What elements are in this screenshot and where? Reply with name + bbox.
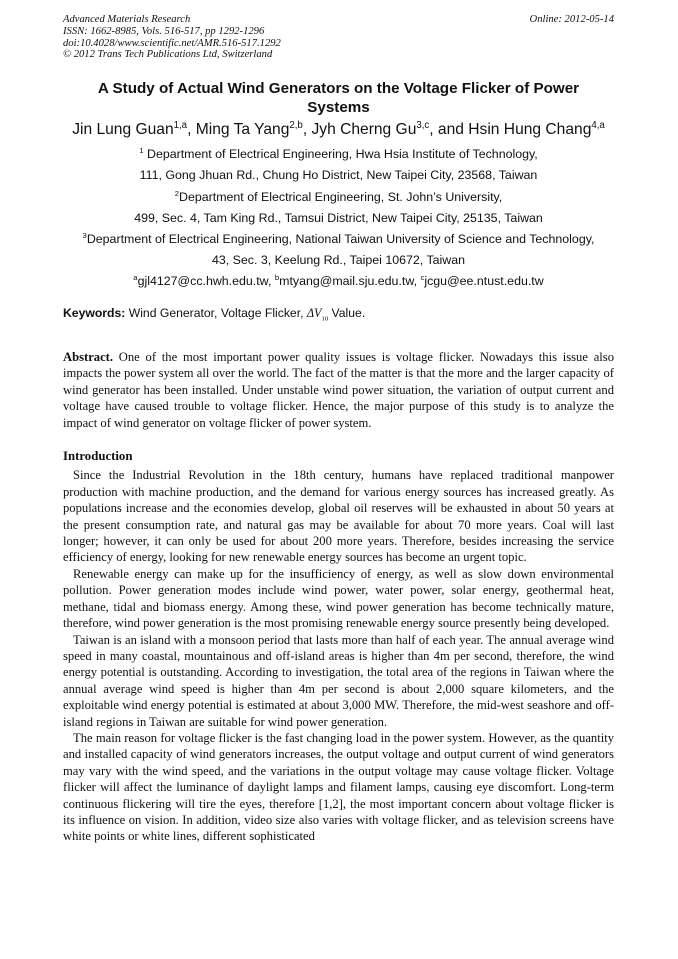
email-address[interactable]: gjl4127@cc.hwh.edu.tw, [137, 274, 275, 289]
author-affiliation-mark: 2,b [289, 120, 303, 131]
affiliation-line [63, 208, 614, 229]
author-affiliation-mark: 3,c [416, 120, 430, 131]
author-affiliation-mark: 4,a [591, 120, 605, 131]
keywords-label: Keywords: [63, 305, 126, 320]
affiliation-number: 3 [82, 230, 87, 240]
affiliation-line [63, 250, 614, 271]
abstract-label: Abstract. [63, 349, 114, 364]
affiliation-line [63, 144, 614, 165]
author-name: Jin Lung Guan [72, 121, 174, 139]
copyright-line: © 2012 Trans Tech Publications Ltd, Switzerland [63, 49, 273, 61]
keywords-tail: Value. [328, 305, 366, 320]
issn-line: ISSN: 1662-8985, Vols. 516-517, pp 1292-1296 [63, 25, 265, 37]
journal-name: Advanced Materials Research [63, 14, 191, 25]
affiliation-text: 43, Sec. 3, Keelung Rd., Taipei 10672, Taiwan [211, 253, 466, 268]
affiliation-line [63, 187, 614, 208]
email-mark: b [274, 273, 280, 283]
author-separator: , [302, 121, 312, 139]
online-date: Online: 2012-05-14 [529, 14, 614, 25]
author-separator: , [187, 121, 196, 139]
email-mark: c [420, 273, 425, 283]
abstract [63, 349, 614, 432]
intro-paragraph: The main reason for voltage flicker is the fast changing load in the power system. However, as the quantity and installed capacity of wind generators increases, the output voltage and output current of wind generators may vary with the wind speed, and the variations in the output voltage may cause voltage flicker. Voltage flicker will affect the luminance of daylight lamps and filament lamps, causing eye discomfort. Long-term continuous flickering will tire the eyes, therefore [1,2], the most important concern about voltage flicker is its influence on vision. In addition, video size also varies with voltage flicker, and as television screens have white points or white lines, different sophisticated [63, 730, 614, 844]
email-mark: a [133, 273, 138, 283]
affiliation-number: 1 [139, 146, 144, 156]
author-name: Ming Ta Yang [195, 121, 290, 139]
affiliation-text: 499, Sec. 4, Tam King Rd., Tamsui District, New Taipei City, 25135, Taiwan [134, 210, 543, 225]
keywords [63, 305, 614, 327]
affiliation-text: Department of Electrical Engineering, National Taiwan University of Science and Technology, [86, 231, 595, 246]
author-separator: , and [429, 121, 469, 139]
doi-line: doi:10.4028/www.scientific.net/AMR.516-517.1292 [63, 37, 281, 49]
delta-v-subscript: 10 [321, 314, 329, 322]
delta-v10-symbol [307, 306, 328, 320]
author-name: Jyh Cherng Gu [311, 121, 417, 139]
affiliation-text: Department of Electrical Engineering, Hwa Hsia Institute of Technology, [143, 147, 538, 162]
header-left [63, 14, 281, 61]
intro-paragraph: Taiwan is an island with a monsoon period that lasts more than half of each year. The annual average wind speed in many coastal, mountainous and off-island areas is higher than 4m per second, therefore, the wind energy potential is outstanding. According to investigation, the total area of the regions in Taiwan where the annual average wind speed is higher than 4m per second is about 2,000 square kilometers, and the exploitable wind energy potential is estimated at about 3,000 MW. Therefore, the mid-west seashore and off-island regions in Taiwan are suitable for wind power generation. [63, 632, 614, 729]
author-name: Hsin Hung Chang [468, 121, 592, 139]
email-address[interactable]: mtyang@mail.sju.edu.tw, [279, 274, 421, 289]
email-address[interactable]: jcgu@ee.ntust.edu.tw [424, 274, 544, 289]
affiliation-text: Department of Electrical Engineering, St. John’s University, [179, 189, 503, 204]
affiliation-number: 2 [174, 188, 180, 198]
journal-header [63, 14, 614, 61]
intro-paragraph: Since the Industrial Revolution in the 18th century, humans have replaced traditional manpower production with machine production, and the demand for various energy sources has increased greatly. As populations increase and the economies develop, global oil reserves will be exhausted in about 50 years at the present consumption rate, and natural gas may be available for about 70 more years. Coal will last longer; however, it can only be used for about 200 more years. Therefore, besides increasing the service efficiency of energy, looking for new renewable energy sources has become an urgent topic. [63, 468, 614, 565]
paper-title: A Study of Actual Wind Generators on the Voltage Flicker of Power Systems [97, 80, 580, 116]
author-list [63, 120, 614, 140]
affiliations [63, 144, 614, 292]
affiliation-line [63, 229, 614, 250]
author-affiliation-mark: 1,a [173, 120, 188, 131]
keywords-text: Wind Generator, Voltage Flicker, [125, 305, 307, 320]
intro-paragraph: Renewable energy can make up for the insufficiency of energy, as well as slow down environmental pollution. Power generation modes include wind power, water power, solar energy, geothermal heat, methane, tidal and biomass energy. Among these, wind power generation has become technically mature, therefore, wind power generation is the most promising renewable energy source presently being developed. [63, 566, 614, 631]
section-heading-introduction: Introduction [63, 449, 133, 464]
affiliation-text: 111, Gong Jhuan Rd., Chung Ho District, New Taipei City, 23568, Taiwan [139, 168, 538, 183]
abstract-text: One of the most important power quality issues is voltage flicker. Nowadays this issue also impacts the power system all over the world. The fact of the matter is that the more and the larger capacity of wind generator has been installed. Under unstable wind power situation, the variation of output current and voltage have caused trouble to voltage flicker. Hence, the major purpose of this study is to analyze the impact of wind generator on voltage flicker of power system. [63, 349, 614, 430]
delta-v-symbol: ΔV [306, 305, 322, 320]
author-emails [63, 271, 614, 292]
affiliation-line [63, 165, 614, 186]
